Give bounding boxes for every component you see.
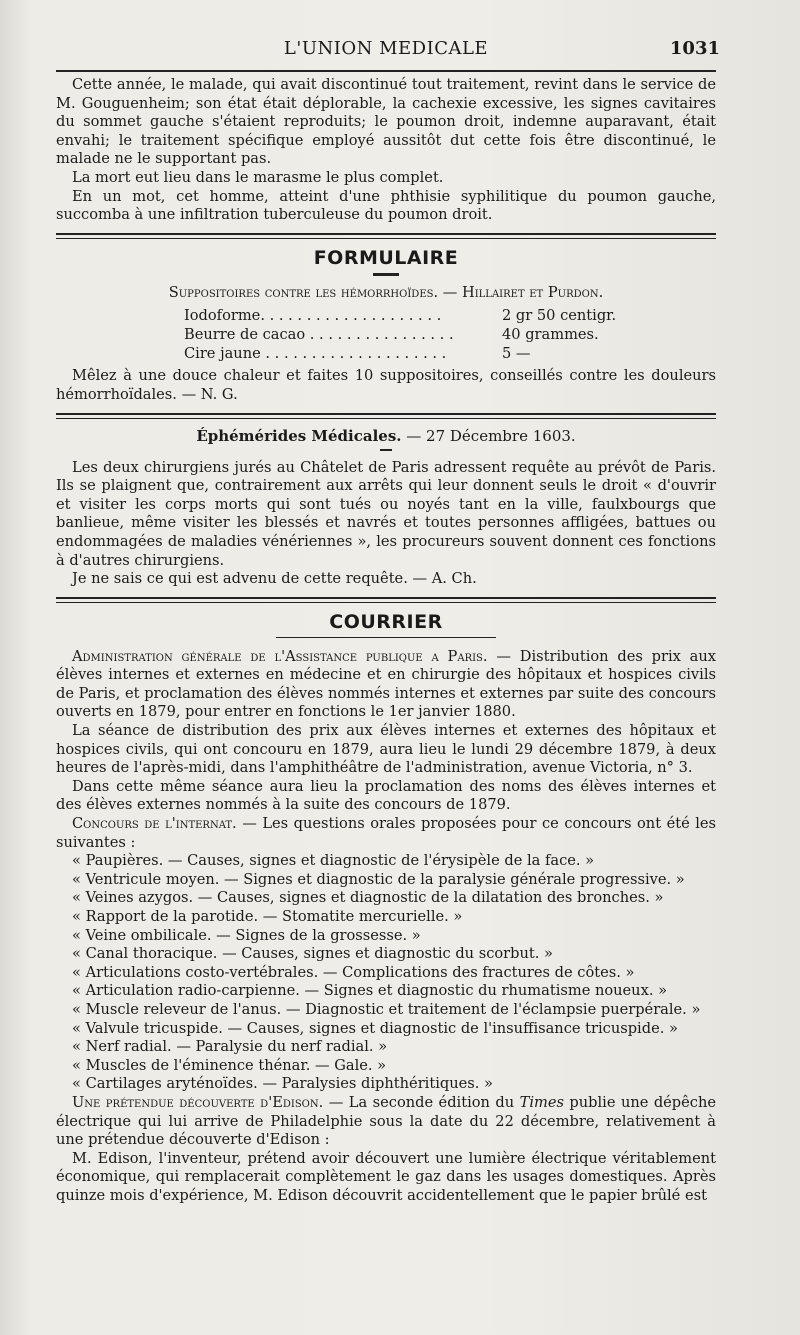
edison-lead: Une prétendue découverte d'Edison. (72, 1093, 324, 1111)
heading-rule (373, 273, 399, 276)
admin-text: — Distribution des prix aux élèves internes et externes en médecine et en chirurgie des hôpitaux et hospices civils de Paris, et proclamation des élèves nommés internes et externes par suite des concours ouverts en 1879, pour entrer en fonctions le 1er janvier 1880. (56, 647, 716, 721)
edison-detail-paragraph: M. Edison, l'inventeur, prétend avoir découvert une lumière électrique véritablement économique, qui remplacerait complètement le gaz dans les usages domestiques. Après quinze mois d'expérience, M. Edison découvrit accidentellement que le papier brûlé est (56, 1149, 716, 1204)
formulaire-heading: FORMULAIRE (313, 246, 459, 269)
header-rule (56, 70, 716, 72)
ephemerides-heading-line (56, 427, 716, 445)
ingredient-quantity: 5 — (502, 345, 531, 363)
running-header (56, 34, 720, 66)
section-divider (56, 233, 716, 239)
admin-lead: Administration générale de l'Assistance publique a Paris. (72, 647, 488, 665)
questions-list (56, 852, 716, 1094)
edison-text: — La seconde édition du (323, 1093, 520, 1111)
intro-paragraph: En un mot, cet homme, atteint d'une phthisie syphilitique du poumon gauche, succomba à une infiltration tuberculeuse du poumon droit. (56, 187, 716, 224)
page-number: 1031 (669, 38, 720, 59)
question-item: « Canal thoracique. — Causes, signes et diagnostic du scorbut. » (72, 945, 553, 963)
question-item: « Cartilages aryténoïdes. — Paralysies diphthéritiques. » (72, 1075, 493, 1093)
recipe-row (184, 325, 716, 344)
internat-text: — Les questions orales proposées pour ce concours ont été les suivantes : (56, 815, 717, 851)
courrier-paragraph: La séance de distribution des prix aux élèves internes et externes des hôpitaux et hospices civils, qui ont concouru en 1879, aura lieu le lundi 29 décembre 1879, à deux heures de l'après-midi, dans l'amphithéâtre de l'administration, avenue Victoria, n° 3. (56, 722, 716, 777)
recipe-row (184, 344, 716, 363)
ingredient-name: Beurre de cacao . . . . . . . . . . . . . . . . (184, 326, 454, 344)
edison-paragraph (56, 1094, 716, 1150)
question-item: « Ventricule moyen. — Signes et diagnostic de la paralysie générale progressive. » (72, 870, 685, 888)
question-item: « Muscles de l'éminence thénar. — Gale. » (72, 1056, 387, 1074)
courrier-heading: COURRIER (329, 610, 443, 633)
intro-paragraph: Cette année, le malade, qui avait discontinué tout traitement, revint dans le service de M. Gouguenheim; son état était déplorable, la cachexie excessive, les signes cavitaires du sommet gauche s'étaient reproduits; le poumon droit, indemne auparavant, était envahi; le traitement spécifique employé aussitôt dut cette fois être discontinué, le malade ne le supportant pas. (56, 76, 716, 168)
internat-paragraph (56, 815, 716, 852)
courrier-admin-paragraph (56, 648, 716, 722)
ephemerides-heading: Éphémérides Médicales. (196, 426, 402, 445)
section-divider (56, 413, 716, 419)
heading-rule (380, 449, 392, 451)
ingredient-quantity: 40 grammes. (502, 326, 599, 344)
ephemerides-paragraph: Je ne sais ce qui est advenu de cette requête. — A. Ch. (72, 570, 477, 588)
ephemerides-date: — 27 Décembre 1603. (406, 426, 576, 445)
times-title: Times (519, 1093, 564, 1111)
ingredient-name: Iodoforme. . . . . . . . . . . . . . . . . . . . (184, 307, 442, 325)
question-item: « Veine ombilicale. — Signes de la grossesse. » (72, 926, 421, 944)
recipe-list (184, 306, 716, 363)
question-item: « Rapport de la parotide. — Stomatite mercurielle. » (72, 908, 463, 925)
heading-rule (276, 637, 496, 638)
internat-lead: Concours de l'internat. (72, 815, 237, 833)
intro-paragraph: La mort eut lieu dans le marasme le plus complet. (72, 168, 444, 186)
edison-text: publie une dépêche électrique qui lui arrive de Philadelphie sous la date du 22 décembre, relativement à une prétendue découverte d'Edison : (56, 1093, 716, 1149)
question-item: « Veines azygos. — Causes, signes et diagnostic de la dilatation des bronches. » (72, 889, 664, 907)
ephemerides-paragraph: Les deux chirurgiens jurés au Châtelet de Paris adressent requête au prévôt de Paris. Ils se plaignent que, contrairement aux arrêts qui leur donnent seuls le droit « d'ouvrir et visiter les corps morts qui sont tués ou noyés tant en la ville, faulxbourgs que banlieue, même visiter les blessés et navrés et toutes personnes affligées, battues ou endommagées de maladies vénériennes », les procureurs souvent donnent ces fonctions à d'autres chirurgiens. (56, 458, 716, 569)
section-divider (56, 597, 716, 603)
formulaire-subtitle: Suppositoires contre les hémorrhoïdes. — Hillairet et Purdon. (168, 283, 604, 301)
formulaire-instructions: Mêlez à une douce chaleur et faites 10 suppositoires, conseillés contre les douleurs hémorrhoïdales. — N. G. (56, 367, 716, 403)
question-item: « Muscle releveur de l'anus. — Diagnostic et traitement de l'éclampsie puerpérale. » (72, 1000, 701, 1018)
question-item: « Articulation radio-carpienne. — Signes et diagnostic du rhumatisme noueux. » (72, 982, 668, 1000)
courrier-paragraph: Dans cette même séance aura lieu la proclamation des noms des élèves internes et des élèves externes nommés à la suite des concours de 1879. (56, 777, 716, 814)
question-item: « Valvule tricuspide. — Causes, signes et diagnostic de l'insuffisance tricuspide. » (72, 1019, 678, 1037)
ingredient-name: Cire jaune . . . . . . . . . . . . . . . . . . . . (184, 345, 447, 363)
question-item: « Nerf radial. — Paralysie du nerf radial. » (72, 1038, 388, 1056)
question-item: « Paupières. — Causes, signes et diagnostic de l'érysipèle de la face. » (72, 852, 595, 870)
recipe-row (184, 306, 716, 325)
question-item: « Articulations costo-vertébrales. — Complications des fractures de côtes. » (72, 963, 635, 981)
ingredient-quantity: 2 gr 50 centigr. (502, 307, 617, 325)
journal-title: L'UNION MEDICALE (283, 38, 489, 59)
